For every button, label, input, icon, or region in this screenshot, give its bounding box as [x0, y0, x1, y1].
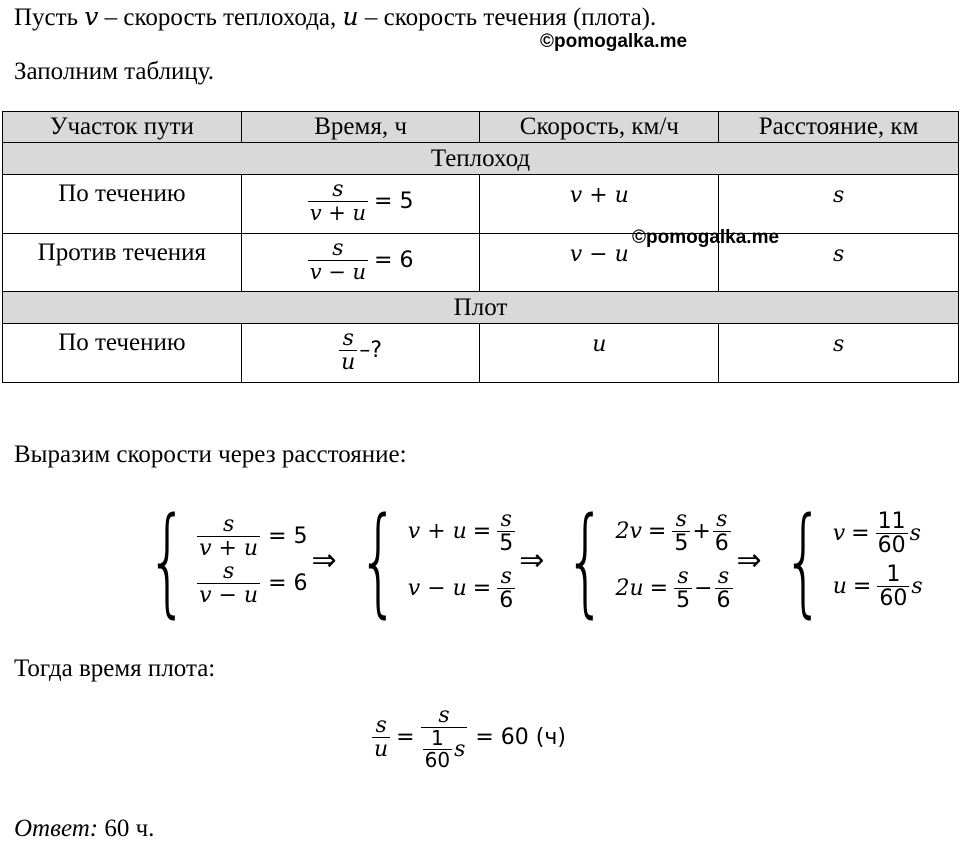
- section-row-raft: [3, 292, 959, 324]
- system-2: { v + u = $\frac{s}{5}$ v − u = $\frac{s}{6}$: [357, 491, 514, 629]
- fill-table-label: Заполним таблицу.: [14, 58, 215, 85]
- system-1: { $\frac{s}{v + u}$ = 5 $\frac{s}{v - u}$ = 6: [146, 491, 308, 629]
- table-row: [3, 234, 959, 292]
- row-segment: Против течения: [37, 239, 207, 266]
- row-distance: s: [832, 242, 845, 267]
- answer-line: [14, 815, 154, 843]
- answer-label: Ответ:: [14, 815, 99, 842]
- header-distance: Расстояние, км: [719, 112, 959, 143]
- implies-arrow: ⇒: [311, 542, 337, 578]
- header-segment: Участок пути: [3, 112, 242, 143]
- row-speed: v + u: [569, 183, 629, 208]
- implies-arrow: ⇒: [519, 542, 545, 578]
- table-header-row: [3, 112, 959, 143]
- implies-arrow: ⇒: [736, 542, 762, 578]
- table-row: [3, 324, 959, 383]
- then-label: Тогда время плота:: [14, 655, 216, 682]
- var-v: v: [84, 2, 99, 31]
- system-3: { 2v = $\frac{s}{5}$ + $\frac{s}{6}$ 2u = $\frac{s}{5}$ − $\frac{s}{6}$: [565, 491, 731, 629]
- row-distance: s: [832, 332, 845, 357]
- table-row: [3, 175, 959, 234]
- header-time: Время, ч: [241, 112, 480, 143]
- section-raft: Плот: [3, 292, 959, 324]
- express-label: Выразим скорости через расстояние:: [14, 441, 407, 468]
- time-fraction: $\frac{s}{u}$ –?: [341, 326, 383, 376]
- row-speed: u: [592, 332, 607, 357]
- row-speed: v − u: [569, 242, 629, 267]
- intro-text-3: – скорость течения (плота).: [364, 4, 657, 31]
- row-segment: По течению: [58, 329, 186, 356]
- intro-text-2: – скорость теплохода,: [104, 4, 337, 31]
- time-fraction: $\frac{s}{v + u}$ = 5: [309, 177, 414, 226]
- var-u: u: [342, 2, 359, 31]
- equation-system: [130, 491, 923, 629]
- watermark: ©pomogalka.me: [540, 31, 688, 52]
- intro-text-1: Пусть: [14, 4, 78, 31]
- section-boat: Теплоход: [3, 143, 959, 175]
- header-speed: Скорость, км/ч: [480, 112, 719, 143]
- system-4: { v = $\frac{11}{60}$ s u = $\frac{1}{60}$ s: [782, 491, 923, 629]
- intro-line: [14, 2, 656, 32]
- watermark: ©pomogalka.me: [632, 227, 780, 248]
- row-segment: По течению: [58, 180, 186, 207]
- data-table: [2, 111, 959, 383]
- row-distance: s: [832, 183, 845, 208]
- section-row-boat: [3, 143, 959, 175]
- answer-value: 60 ч.: [104, 815, 155, 842]
- time-fraction: $\frac{s}{v - u}$ = 6: [309, 236, 414, 285]
- final-equation: $\frac{s}{u}$ = s $\frac{1}{60}$ s = 60 (ч): [374, 703, 566, 773]
